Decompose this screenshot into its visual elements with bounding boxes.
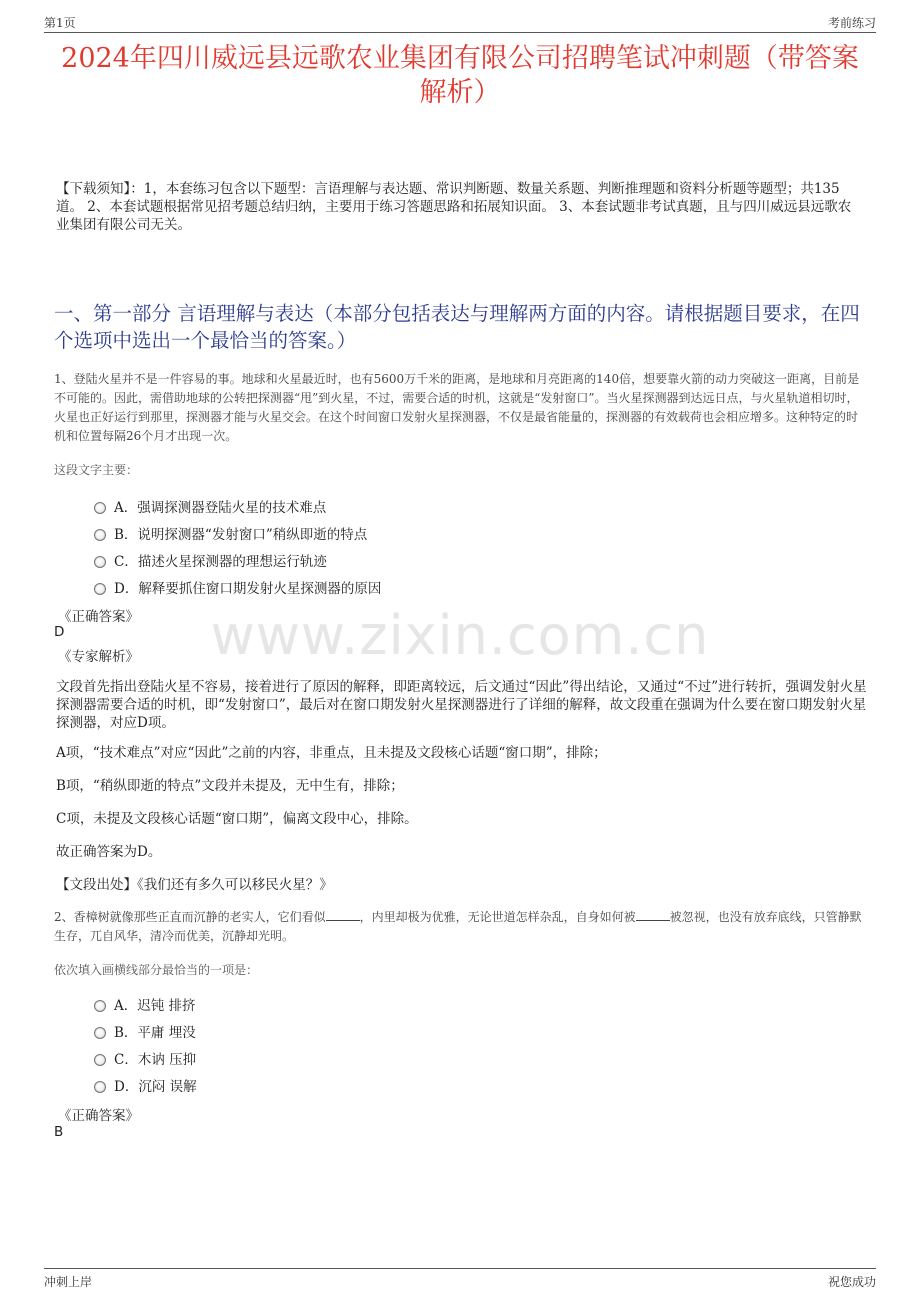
option-label: A．迟钝 排挤 (114, 997, 196, 1014)
footer-right: 祝您成功 (827, 1275, 876, 1289)
answer-label: 《正确答案》 (58, 609, 139, 625)
radio-icon[interactable] (94, 502, 106, 514)
option-b[interactable] (94, 1017, 197, 1044)
q2-text-part: ，内里却极为优雅，无论世道怎样杂乱，自身如何被 (359, 910, 636, 924)
radio-icon[interactable] (94, 1054, 106, 1066)
option-d[interactable] (94, 1071, 197, 1098)
option-b[interactable] (94, 519, 381, 546)
blank-line (326, 909, 360, 921)
analysis-label: 《专家解析》 (58, 649, 139, 665)
q2-text-part: 2、香樟树就像那些正直而沉静的老实人，它们看似 (54, 910, 326, 924)
radio-icon[interactable] (94, 583, 106, 595)
option-label: B．说明探测器“发射窗口”稍纵即逝的特点 (114, 526, 368, 543)
option-label: B．平庸 埋没 (114, 1024, 196, 1041)
option-label: C．描述火星探测器的理想运行轨迹 (114, 553, 327, 570)
option-a[interactable] (94, 990, 197, 1017)
radio-icon[interactable] (94, 529, 106, 541)
page-number: 第1页 (44, 16, 76, 30)
source-citation: 【文段出处】《我们还有多久可以移民火星？》 (56, 877, 333, 893)
option-label: D．解释要抓住窗口期发射火星探测器的原因 (114, 580, 382, 597)
answer-value: B (54, 1124, 64, 1140)
option-c[interactable] (94, 1044, 197, 1071)
section-heading: 一、第一部分 言语理解与表达（本部分包括表达与理解两方面的内容。请根据题目要求，在四个选项中选出一个最恰当的答案。） (54, 302, 860, 352)
answer-value: D (54, 624, 65, 640)
analysis-paragraph-4: C项，未提及文段核心话题“窗口期”，偏离文段中心，排除。 (56, 811, 418, 827)
analysis-paragraph-5: 故正确答案为D。 (56, 844, 162, 860)
analysis-paragraph-2: A项，“技术难点”对应“因此”之前的内容，非重点，且未提及文段核心话题“窗口期”，排除； (56, 745, 607, 761)
option-label: A．强调探测器登陆火星的技术难点 (114, 499, 327, 516)
option-label: C．木讷 压抑 (114, 1051, 197, 1068)
radio-icon[interactable] (94, 1081, 106, 1093)
option-c[interactable] (94, 546, 381, 573)
question-2-stem: 依次填入画横线部分最恰当的一项是： (54, 963, 259, 977)
blank-line (636, 909, 670, 921)
page-header (44, 10, 876, 33)
document-title: 2024年四川威远县远歌农业集团有限公司招聘笔试冲刺题（带答案解析） (61, 43, 859, 108)
watermark: www.zixin.com.cn (210, 604, 710, 667)
radio-icon[interactable] (94, 1000, 106, 1012)
question-2-text (54, 908, 868, 946)
analysis-paragraph-1: 文段首先指出登陆火星不容易，接着进行了原因的解释，即距离较远，后文通过“因此”得出结论，又通过“不过”进行转折，强调发射火星探测器需要合适的时机，即“发射窗口”，最后对在窗口期发射火星探测器进行了详细的解释，故文段重在强调为什么要在窗口期发射火星探测器，对应D项。 (56, 679, 867, 731)
question-1-text: 1、登陆火星并不是一件容易的事。地球和火星最近时，也有5600万千米的距离，是地球和月亮距离的140倍，想要靠火箭的动力突破这一距离，目前是不可能的。因此，需借助地球的公转把探测器“甩”到火星，不过，需要合适的时机，这就是“发射窗口”。当火星探测器到达远日点，与火星轨道相切时，火星也正好运行到那里，探测器才能与火星交会。在这个时间窗口发射火星探测器，不仅是最省能量的，探测器的有效载荷也会相应增多。这种特定的时机和位置每隔26个月才出现一次。 (54, 372, 860, 443)
footer-left: 冲刺上岸 (44, 1275, 93, 1289)
radio-icon[interactable] (94, 556, 106, 568)
analysis-paragraph-3: B项，“稍纵即逝的特点”文段并未提及，无中生有，排除； (56, 778, 404, 794)
question-1-options (94, 492, 381, 600)
radio-icon[interactable] (94, 1027, 106, 1039)
question-2-options (94, 990, 197, 1098)
header-label: 考前练习 (827, 16, 876, 30)
question-1-stem: 这段文字主要： (54, 463, 139, 477)
answer-label: 《正确答案》 (58, 1108, 139, 1124)
option-d[interactable] (94, 573, 381, 600)
page-footer (44, 1268, 876, 1293)
option-a[interactable] (94, 492, 381, 519)
download-notice: 【下载须知】：1，本套练习包含以下题型：言语理解与表达题、常识判断题、数量关系题、判断推理题和资料分析题等题型；共135道。 2、本套试题根据常见招考题总结归纳，主要用于练习答题思路和拓展知识面。 3、本套试题非考试真题，且与四川威远县远歌农业集团有限公司无关。 (56, 181, 852, 233)
option-label: D．沉闷 误解 (114, 1078, 197, 1095)
q2-text-part: 被忽视，也没有放弃底线，只管静默生存，兀自风华，清冷而优美，沉静却光明。 (54, 910, 862, 943)
